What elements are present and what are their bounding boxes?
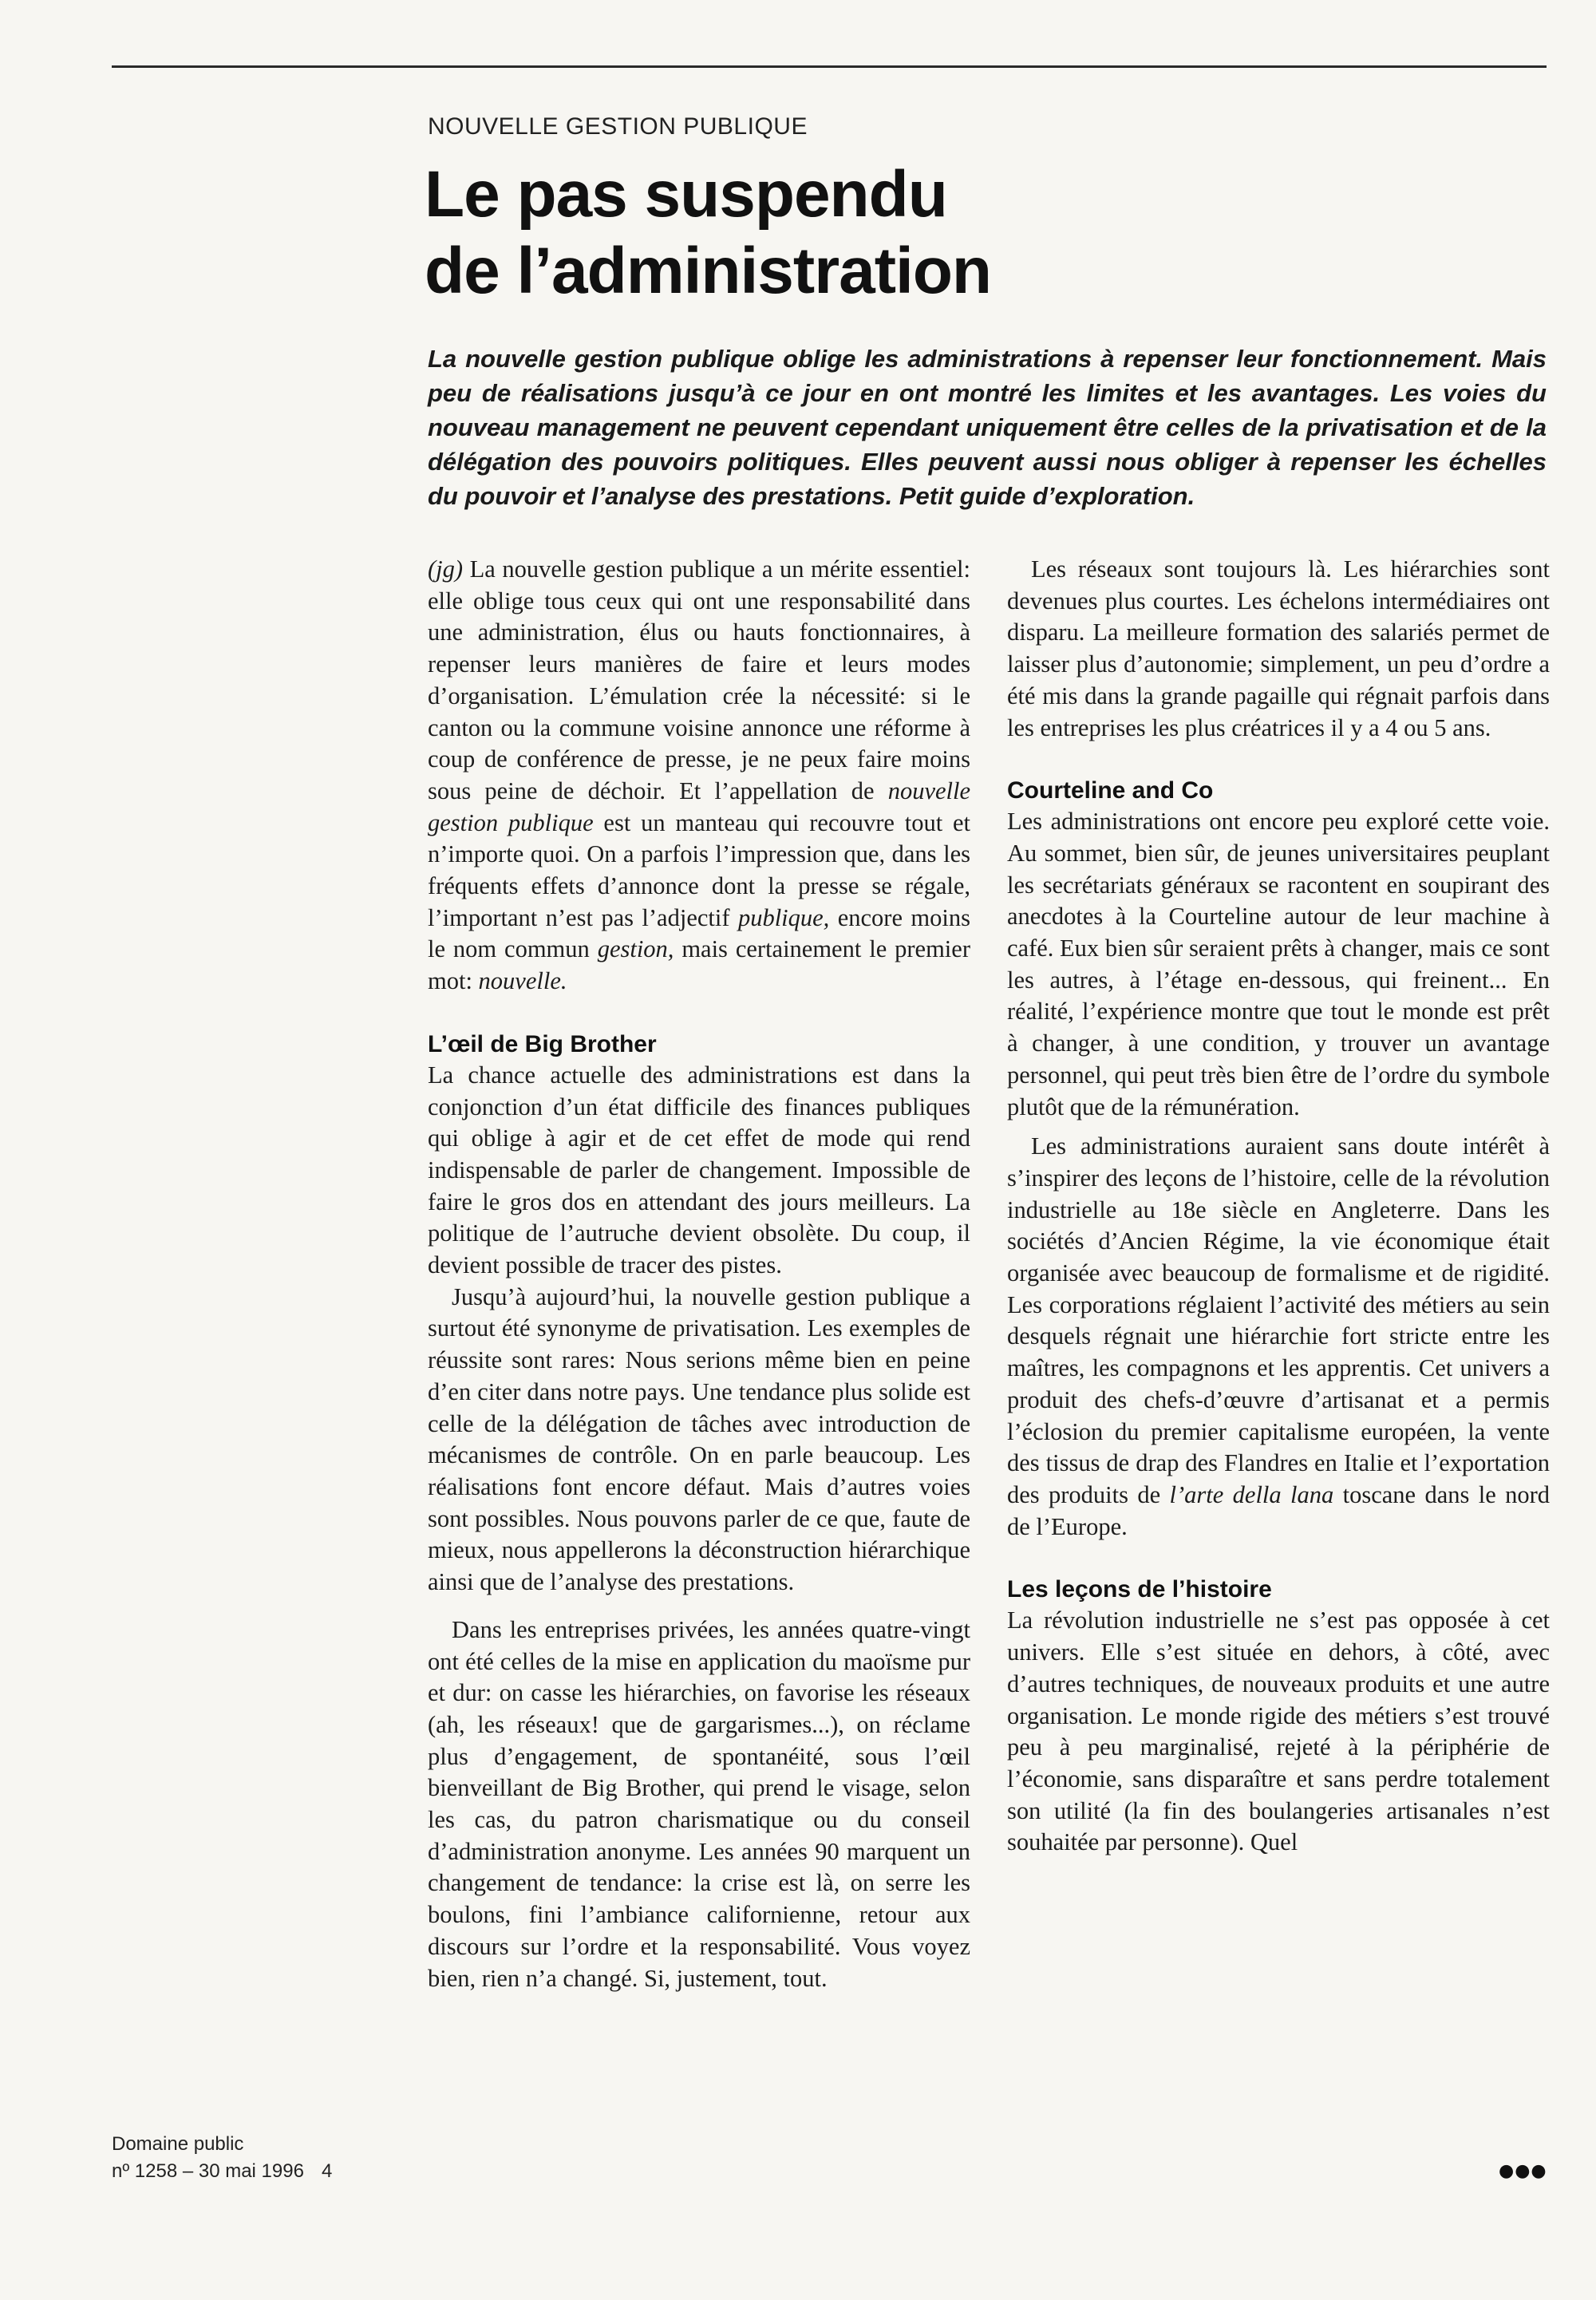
subheading-big-brother: L’œil de Big Brother: [428, 1030, 657, 1057]
title-line-1: Le pas suspendu: [425, 158, 947, 231]
column-left: [428, 554, 970, 1994]
article-lead: La nouvelle gestion publique oblige les administrations à repenser leur fonctionnement. Mais peu de réalisations jusqu’à ce jour en ont montré les limites et les avantages. Les voies du nouveau management ne peuvent cependant uniquement être celles de la privatisation et de la délégation des pouvoirs politiques. Elles peuvent aussi nous obliger à repenser les échelles du pouvoir et l’analyse des prestations. Petit guide d’exploration.: [428, 345, 1547, 510]
paragraph-7: Les administrations auraient sans doute intérêt à s’inspirer des leçons de l’histoire, celle de la révolution industrielle au 18e siècle en Angleterre. Dans les sociétés d’Ancien Régime, la vie économique était organisée avec beaucoup de formalisme et de rigidité. Les corporations réglaient l’activité des métiers au sein desquels régnait une hiérarchie fort stricte entre les maîtres, les compagnons et les apprentis. Cet univers a produit des chefs-d’œuvre d’artisanat et a permis l’éclosion du premier capitalisme européen, la vente des tissus de drap des Flandres en Italie et l’exportation des produits de l’arte della lana toscane dans le nord de l’Europe.: [1007, 1132, 1551, 1540]
paragraph-2: La chance actuelle des administrations est dans la conjonction d’un état difficile des finances publiques qui oblige à agir et de cet effet de mode qui rend indispensable de parler de changement. Impossible de faire le gros dos en attendant des jours meilleurs. La politique de l’autruche devient obsolète. Du coup, il devient possible de tracer des pistes.: [428, 1061, 970, 1279]
title-line-2: de l’administration: [425, 235, 991, 307]
page-number: 4: [321, 2160, 333, 2182]
author-initials: (jg): [428, 555, 464, 583]
paragraph-5: Les réseaux sont toujours là. Les hiérarchies sont devenues plus courtes. Les échelons intermédiaires ont disparu. La meilleure formation des salariés permet de laisser plus d’autonomie; simplement, un peu d’ordre a été mis dans la grande pagaille qui régnait parfois dans les entreprises les plus créatrices il y a 4 ou 5 ans.: [1007, 555, 1550, 741]
paragraph-4: Dans les entreprises privées, les années quatre-vingt ont été celles de la mise en application du maoïsme pur et dur: on casse les hiérarchies, on favorise les réseaux (ah, les réseaux! que de gargarismes...), on réclame plus d’engagement, de spontanéité, sous l’œil bienveillant de Big Brother, qui prend le visage, selon les cas, du patron charismatique ou du conseil d’administration anonyme. Les années 90 marquent un changement de tendance: la crise est là, on serre les boulons, fini l’ambiance californienne, retour aux discours sur l’ordre et la responsabilité. Vous voyez bien, rien n’a changé. Si, justement, tout.: [428, 1615, 970, 1992]
subheading-lecons-histoire: Les leçons de l’histoire: [1007, 1576, 1272, 1603]
page-footer: [112, 2131, 332, 2185]
top-rule: [112, 65, 1547, 68]
paragraph-3: Jusqu’à aujourd’hui, la nouvelle gestion publique a surtout été synonyme de privatisation. Les exemples de réussite sont rares: Nous serions même bien en peine d’en citer dans notre pays. Une tendance plus solide est celle de la délégation de tâches avec introduction de mécanismes de contrôle. On en parle beaucoup. Les réalisations font encore défaut. Mais d’autres voies sont possibles. Nous pouvons parler de ce que, faute de mieux, nous appellerons la déconstruction hiérarchique ainsi que de l’analyse des prestations.: [428, 1282, 970, 1596]
column-right: [1007, 554, 1550, 1859]
issue-line: [112, 2158, 332, 2185]
paragraph-8: La révolution industrielle ne s’est pas opposée à cet univers. Elle s’est située en dehors, à côté, avec d’autres techniques, de nouveaux produits et une autre organisation. Le monde rigide des métiers s’est trouvé peu à peu marginalisé, rejeté à la périphérie de l’économie, sans disparaître et sans perdre totalement son utilité (la fin des boulangeries artisanales n’est souhaitée par personne). Quel: [1007, 1606, 1550, 1856]
paragraph-6: Les administrations ont encore peu exploré cette voie. Au sommet, bien sûr, de jeunes universitaires peuplant les secrétariats généraux se racontent en soupirant des anecdotes à la Courteline autour de leur machine à café. Eux bien sûr seraient prêts à changer, mais ce sont les autres, à l’étage en-dessous, qui freinent... En réalité, l’expérience montre que tout le monde est prêt à changer, à une condition, y trouver un avantage personnel, qui peut très bien être de l’ordre du symbole plutôt que de la rémunération.: [1007, 808, 1550, 1120]
publication-name: Domaine public: [112, 2133, 244, 2155]
article-title: [425, 156, 1526, 310]
section-kicker: NOUVELLE GESTION PUBLIQUE: [428, 113, 808, 140]
subheading-courteline: Courteline and Co: [1007, 777, 1214, 804]
issue-date: nº 1258 – 30 mai 1996: [112, 2160, 304, 2182]
continued-mark: ●●●: [1499, 2161, 1547, 2181]
paragraph-1: (jg) La nouvelle gestion publique a un mérite essentiel: elle oblige tous ceux qui ont une responsabilité dans une administration, élus ou hauts fonctionnaires, à repenser leurs manières de faire et leurs modes d’organisation. L’émulation crée la nécessité: si le canton ou la commune voisine annonce une réforme à coup de conférence de presse, je ne peux faire moins sous peine de déchoir. Et l’appellation de nouvelle gestion publique est un manteau qui recouvre tout et n’importe quoi. On a parfois l’impression que, dans les fréquents effets d’annonce dont la presse se régale, l’important n’est pas l’adjectif publique, encore moins le nom commun gestion, mais certainement le premier mot: nouvelle.: [428, 555, 970, 995]
